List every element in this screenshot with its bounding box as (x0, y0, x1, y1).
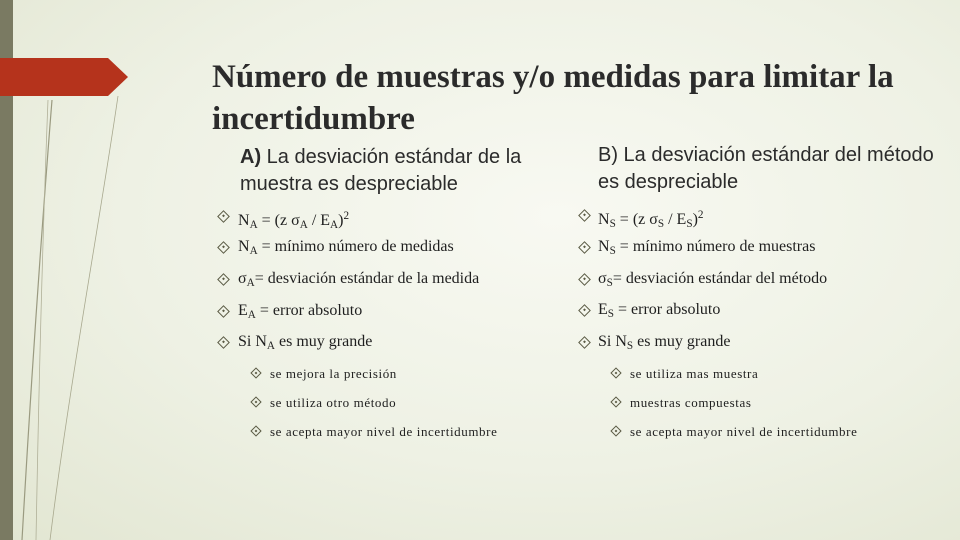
column-a-item-error-definition: $E_A$ = error absoluto (238, 302, 363, 321)
column-b-item-sigma-definition: $\sigma_S=$ desviación estándar del método (598, 270, 828, 289)
title-accent-arrow (0, 58, 128, 96)
diamond-bullet-icon (217, 210, 230, 223)
diamond-bullet-icon (217, 273, 230, 286)
column-a-subitem: se utiliza otro método (270, 395, 397, 410)
diamond-bullet-icon (250, 425, 261, 436)
column-a-item-sigma-definition: $\sigma_A=$ desviación estándar de la medida (238, 270, 480, 289)
column-b-item-formula: $N_S = (z$ $\sigma_S / E_S)^2$ (598, 209, 704, 230)
diamond-bullet-icon (578, 273, 591, 286)
column-a-item-na-definition: $N_A$ = mínimo número de medidas (238, 238, 454, 257)
diamond-bullet-icon (250, 367, 261, 378)
diamond-bullet-icon (578, 209, 591, 222)
column-b-subitem: se utiliza mas muestra (630, 366, 759, 381)
diamond-bullet-icon (217, 241, 230, 254)
diamond-bullet-icon (217, 336, 230, 349)
column-a-subitem: se acepta mayor nivel de incertidumbre (270, 424, 498, 439)
diamond-bullet-icon (217, 305, 230, 318)
column-b-subitem: se acepta mayor nivel de incertidumbre (630, 424, 858, 439)
column-b-item-large-n: Si $N_S$ es muy grande (598, 333, 731, 352)
diamond-bullet-icon (578, 336, 591, 349)
column-a-heading (240, 144, 560, 198)
column-a-item-formula: $N_A = (z$ $\sigma_A / E_A)^2$ (238, 210, 350, 231)
column-b-item-ns-definition: $N_S$ = mínimo número de muestras (598, 238, 816, 257)
diamond-bullet-icon (578, 304, 591, 317)
slide-title: Número de muestras y/o medidas para limitar la incertidumbre (212, 59, 894, 137)
diamond-bullet-icon (250, 396, 261, 407)
diamond-bullet-icon (610, 367, 621, 378)
column-a-heading-prefix: A) (240, 146, 262, 168)
diamond-bullet-icon (578, 241, 591, 254)
diamond-bullet-icon (610, 396, 621, 407)
column-b-subitem: muestras compuestas (630, 395, 752, 410)
column-a-subitem: se mejora la precisión (270, 366, 397, 381)
column-b-item-error-definition: $E_S$ = error absoluto (598, 301, 721, 320)
column-a-heading-text: La desviación estándar de la muestra es despreciable (240, 146, 522, 195)
diamond-bullet-icon (610, 425, 621, 436)
column-b-heading: B) La desviación estándar del método es despreciable (598, 144, 934, 193)
column-a-item-large-n: Si $N_A$ es muy grande (238, 333, 373, 352)
